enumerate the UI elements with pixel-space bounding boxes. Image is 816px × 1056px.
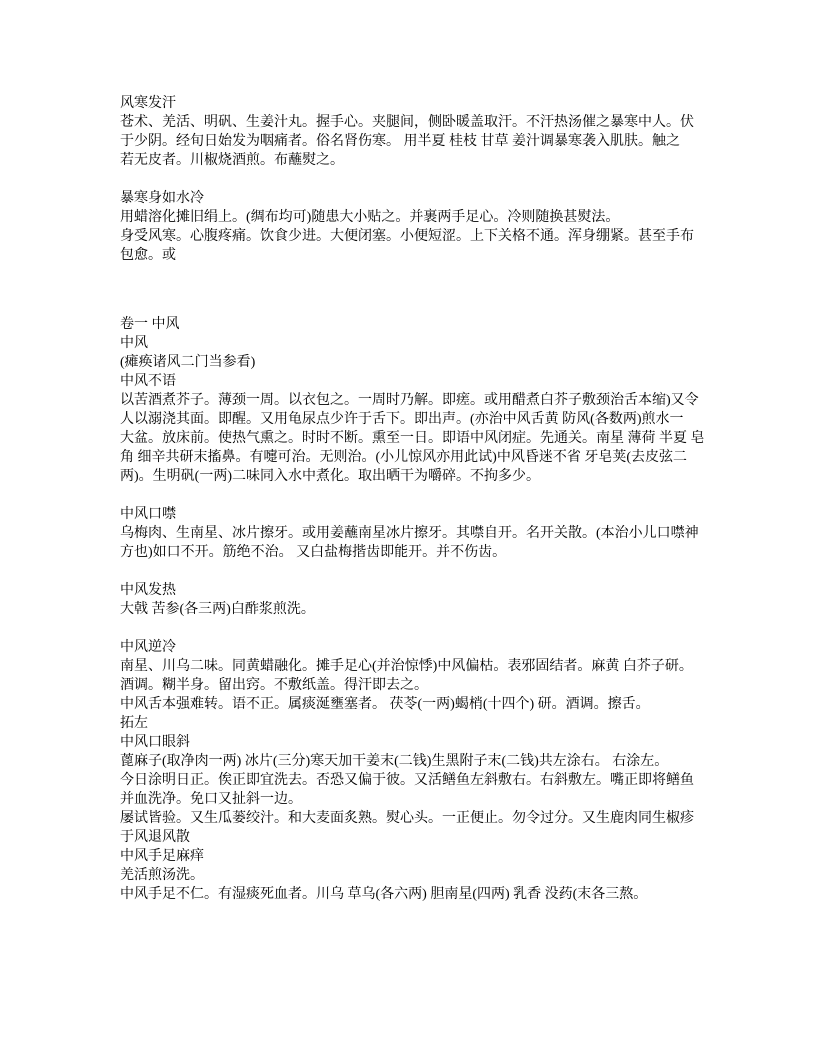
text-line: 南星、川乌二味。同黄蜡融化。摊手足心(并治惊悸)中风偏枯。表邪固结者。麻黄 白芥子研。 (120, 659, 693, 674)
text-line: 角 细辛共研末搐鼻。有嚏可治。无则治。(小儿惊风亦用此试)中风昏迷不省 牙皂荚(去皮弦二 (120, 450, 687, 465)
text-line: 屡试皆验。又生瓜蒌绞汁。和大麦面炙熟。熨心头。一正便止。勿令过分。又生鹿肉同生椒疹 (120, 811, 694, 826)
text-line: 若无皮者。川椒烧酒煎。布蘸熨之。 (120, 153, 344, 168)
text-line: 包愈。或 (120, 248, 176, 263)
text-section (120, 189, 710, 265)
text-line: 乌梅肉、生南星、冰片擦牙。或用姜蘸南星冰片擦牙。其噤自开。名开关散。(本治小儿口噤神 (120, 526, 699, 541)
text-line: 中风口噤 (120, 507, 176, 522)
text-section (120, 638, 710, 904)
text-line: 中风舌本强难转。语不正。属痰涎壅塞者。 茯苓(一两)蝎梢(十四个) 研。酒调。擦舌。 (120, 697, 650, 712)
text-line: 两)。生明矾(一两)二味同入水中煮化。取出晒干为嚼碎。不拘多少。 (120, 469, 540, 484)
text-line: 羌活煎汤洗。 (120, 868, 204, 883)
text-section (120, 94, 710, 170)
text-line: 身受风寒。心腹疼痛。饮食少进。大便闭塞。小便短涩。上下关格不通。浑身绷紧。甚至手布 (120, 229, 694, 244)
text-line: 酒调。糊半身。留出窍。不敷纸盖。得汗即去之。 (120, 678, 428, 693)
text-line: (瘫痪诸风二门当参看) (120, 355, 256, 370)
text-line: 拓左 (120, 716, 148, 731)
text-line: 卷一 中风 (120, 317, 180, 332)
text-line: 中风发热 (120, 583, 176, 598)
text-section (120, 505, 710, 562)
text-line: 方也)如口不开。筋绝不治。 又白盐梅揩齿即能开。并不伤齿。 (120, 545, 507, 560)
text-line: 大戟 苦参(各三两)白酢浆煎洗。 (120, 602, 315, 617)
text-line: 暴寒身如水冷 (120, 191, 204, 206)
text-line: 中风手足不仁。有湿痰死血者。川乌 草乌(各六两) 胆南星(四两) 乳香 没药(末各三熬。 (120, 887, 648, 902)
text-line: 中风逆冷 (120, 640, 176, 655)
text-line: 中风不语 (120, 374, 176, 389)
text-line: 于少阴。经旬日始发为咽痛者。俗名肾伤寒。 用半夏 桂枝 甘草 姜汁调暴寒袭入肌肤。触之 (120, 134, 680, 149)
text-line: 今日涂明日正。俟正即宜洗去。否恐又偏于彼。又活鳝鱼左斜敷右。右斜敷左。嘴正即将鳝鱼 (120, 773, 694, 788)
text-line: 人以溺浇其面。即醒。又用龟尿点少许于舌下。即出声。(亦治中风舌黄 防风(各数两)煎水一 (120, 412, 684, 427)
text-line: 中风手足麻痒 (120, 849, 204, 864)
text-line: 蓖麻子(取净肉一两) 冰片(三分)寒天加干姜末(二钱)生黑附子末(二钱)共左涂右。 右涂左。 (120, 754, 669, 769)
text-section (120, 581, 710, 619)
text-line: 大盆。放床前。使热气熏之。时时不断。熏至一日。即语中风闭症。先通关。南星 薄荷 半夏 皂 (120, 431, 705, 446)
text-line: 于风退风散 (120, 830, 190, 845)
text-line: 以苦酒煮芥子。薄颈一周。以衣包之。一周时乃解。即瘥。或用醋煮白芥子敷颈治舌本缩)又令 (120, 393, 699, 408)
text-line: 中风 (120, 336, 148, 351)
document-body (120, 94, 710, 923)
text-line: 风寒发汗 (120, 96, 176, 111)
text-line: 并血洗净。免口又扯斜一边。 (120, 792, 302, 807)
text-line: 中风口眼斜 (120, 735, 190, 750)
text-line: 苍术、羌活、明矾、生姜汁丸。握手心。夹腿间，侧卧暖盖取汗。不汗热汤催之暴寒中人。伏 (120, 115, 694, 130)
text-section (120, 315, 710, 486)
text-line: 用蜡溶化摊旧绢上。(绸布均可)随患大小贴之。并裹两手足心。冷则随换甚熨法。 (120, 210, 620, 225)
